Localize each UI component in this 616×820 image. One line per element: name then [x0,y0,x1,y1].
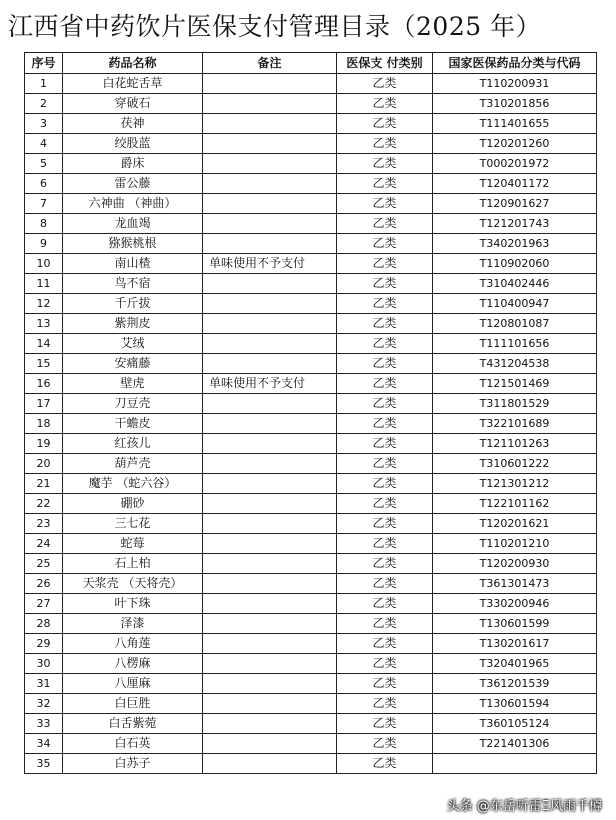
payment-category-cell: 乙类 [337,374,433,394]
payment-category-cell: 乙类 [337,694,433,714]
payment-category-cell: 乙类 [337,174,433,194]
drug-name-cell: 天浆壳 （天将壳） [63,574,203,594]
table-row [25,754,597,774]
drug-code-cell [433,754,597,774]
table-row [25,214,597,234]
table-row [25,434,597,454]
payment-category-cell: 乙类 [337,314,433,334]
payment-category-cell: 乙类 [337,454,433,474]
drug-code-cell: T322101689 [433,414,597,434]
drug-name-cell: 六神曲 （神曲） [63,194,203,214]
remark-cell [203,454,337,474]
drug-code-cell: T361201539 [433,674,597,694]
row-number-cell: 33 [25,714,63,734]
drug-name-cell: 葫芦壳 [63,454,203,474]
page-title: 江西省中药饮片医保支付管理目录（2025 年） [8,12,542,41]
drug-name-cell: 茯神 [63,114,203,134]
drug-name-cell: 石上柏 [63,554,203,574]
drug-code-cell: T111401655 [433,114,597,134]
payment-category-cell: 乙类 [337,194,433,214]
table-body [25,74,597,774]
drug-code-cell: T221401306 [433,734,597,754]
payment-category-cell: 乙类 [337,674,433,694]
remark-cell [203,574,337,594]
table-row [25,374,597,394]
drug-code-cell: T330200946 [433,594,597,614]
remark-cell [203,654,337,674]
payment-category-cell: 乙类 [337,654,433,674]
row-number-cell: 21 [25,474,63,494]
drug-name-cell: 南山楂 [63,254,203,274]
drug-name-cell: 泽漆 [63,614,203,634]
table-row [25,334,597,354]
remark-cell [203,294,337,314]
remark-cell [203,94,337,114]
drug-code-cell: T431204538 [433,354,597,374]
table-row [25,234,597,254]
payment-category-cell: 乙类 [337,594,433,614]
row-number-cell: 3 [25,114,63,134]
row-number-cell: 24 [25,534,63,554]
payment-category-cell: 乙类 [337,274,433,294]
payment-category-cell: 乙类 [337,494,433,514]
drug-code-cell: T111101656 [433,334,597,354]
table-row [25,134,597,154]
payment-category-cell: 乙类 [337,414,433,434]
table-row [25,594,597,614]
row-number-cell: 17 [25,394,63,414]
row-number-cell: 1 [25,74,63,94]
row-number-cell: 32 [25,694,63,714]
row-number-cell: 30 [25,654,63,674]
drug-name-cell: 紫荆皮 [63,314,203,334]
table-row [25,354,597,374]
payment-category-cell: 乙类 [337,234,433,254]
remark-cell [203,554,337,574]
drug-code-cell: T120201260 [433,134,597,154]
payment-category-cell: 乙类 [337,154,433,174]
row-number-cell: 23 [25,514,63,534]
payment-category-cell: 乙类 [337,354,433,374]
row-number-cell: 31 [25,674,63,694]
table-row [25,94,597,114]
payment-category-cell: 乙类 [337,114,433,134]
drug-code-cell: T110200931 [433,74,597,94]
drug-code-cell: T120200930 [433,554,597,574]
payment-category-cell: 乙类 [337,534,433,554]
drug-name-cell: 八楞麻 [63,654,203,674]
drug-code-cell: T120901627 [433,194,597,214]
drug-code-cell: T310201856 [433,94,597,114]
row-number-cell: 2 [25,94,63,114]
remark-cell [203,514,337,534]
row-number-cell: 20 [25,454,63,474]
remark-cell [203,274,337,294]
table-row [25,514,597,534]
payment-category-cell: 乙类 [337,334,433,354]
payment-category-cell: 乙类 [337,74,433,94]
row-number-cell: 13 [25,314,63,334]
drug-code-cell: T310402446 [433,274,597,294]
table-row [25,494,597,514]
remark-cell [203,634,337,654]
drug-code-cell: T121501469 [433,374,597,394]
drug-code-cell: T110902060 [433,254,597,274]
drug-code-cell: T120201621 [433,514,597,534]
drug-name-cell: 白苏子 [63,754,203,774]
drug-code-cell: T122101162 [433,494,597,514]
remark-cell [203,134,337,154]
row-number-cell: 25 [25,554,63,574]
drug-code-cell: T110400947 [433,294,597,314]
drug-code-cell: T130601594 [433,694,597,714]
drug-name-cell: 白巨胜 [63,694,203,714]
drug-code-cell: T120801087 [433,314,597,334]
table-row [25,534,597,554]
row-number-cell: 6 [25,174,63,194]
header-no: 序号 [25,53,63,74]
payment-category-cell: 乙类 [337,214,433,234]
row-number-cell: 28 [25,614,63,634]
table-row [25,574,597,594]
drug-code-cell: T130601599 [433,614,597,634]
row-number-cell: 9 [25,234,63,254]
drug-name-cell: 龙血竭 [63,214,203,234]
row-number-cell: 18 [25,414,63,434]
payment-category-cell: 乙类 [337,474,433,494]
drug-code-cell: T000201972 [433,154,597,174]
row-number-cell: 19 [25,434,63,454]
drug-name-cell: 安痛藤 [63,354,203,374]
drug-name-cell: 干蟾皮 [63,414,203,434]
payment-category-cell: 乙类 [337,574,433,594]
drug-code-cell: T121301212 [433,474,597,494]
remark-cell [203,74,337,94]
remark-cell [203,194,337,214]
remark-cell [203,674,337,694]
table-row [25,254,597,274]
remark-cell [203,714,337,734]
watermark: 头条 @东岳听雷Ξ风雨千樽 [446,799,602,814]
remark-cell [203,594,337,614]
payment-category-cell: 乙类 [337,294,433,314]
drug-code-cell: T110201210 [433,534,597,554]
row-number-cell: 26 [25,574,63,594]
table-row [25,394,597,414]
drug-name-cell: 千斤拔 [63,294,203,314]
table-row [25,414,597,434]
drug-name-cell: 绞股蓝 [63,134,203,154]
drug-name-cell: 魔芋 （蛇六谷） [63,474,203,494]
remark-cell [203,154,337,174]
table-row [25,314,597,334]
remark-cell [203,614,337,634]
drug-name-cell: 三七花 [63,514,203,534]
table-row [25,634,597,654]
header-name: 药品名称 [63,53,203,74]
drug-code-cell: T360105124 [433,714,597,734]
remark-cell [203,174,337,194]
remark-cell [203,694,337,714]
row-number-cell: 10 [25,254,63,274]
drug-name-cell: 艾绒 [63,334,203,354]
row-number-cell: 8 [25,214,63,234]
drug-name-cell: 雷公藤 [63,174,203,194]
remark-cell [203,734,337,754]
row-number-cell: 34 [25,734,63,754]
payment-category-cell: 乙类 [337,94,433,114]
remark-cell [203,334,337,354]
remark-cell [203,394,337,414]
drug-name-cell: 白花蛇舌草 [63,74,203,94]
drug-name-cell: 白舌紫菀 [63,714,203,734]
header-category: 医保支 付类别 [337,53,433,74]
payment-category-cell: 乙类 [337,634,433,654]
table-row [25,554,597,574]
table-row [25,274,597,294]
header-note: 备注 [203,53,337,74]
table-row [25,294,597,314]
drug-name-cell: 刀豆壳 [63,394,203,414]
row-number-cell: 12 [25,294,63,314]
remark-cell [203,754,337,774]
catalog-table [24,52,597,774]
header-code: 国家医保药品分类与代码 [433,53,597,74]
table-row [25,654,597,674]
drug-name-cell: 壁虎 [63,374,203,394]
table-row [25,154,597,174]
remark-cell [203,474,337,494]
remark-cell [203,434,337,454]
payment-category-cell: 乙类 [337,394,433,414]
drug-code-cell: T311801529 [433,394,597,414]
payment-category-cell: 乙类 [337,134,433,154]
table-header-row [25,53,597,74]
row-number-cell: 11 [25,274,63,294]
drug-name-cell: 爵床 [63,154,203,174]
remark-cell [203,414,337,434]
remark-cell [203,234,337,254]
table-row [25,474,597,494]
drug-name-cell: 八厘麻 [63,674,203,694]
remark-cell [203,314,337,334]
payment-category-cell: 乙类 [337,754,433,774]
remark-cell [203,534,337,554]
drug-name-cell: 八角莲 [63,634,203,654]
row-number-cell: 4 [25,134,63,154]
row-number-cell: 15 [25,354,63,374]
drug-code-cell: T130201617 [433,634,597,654]
drug-name-cell: 猕猴桃根 [63,234,203,254]
drug-name-cell: 硼砂 [63,494,203,514]
table-row [25,74,597,94]
table-row [25,734,597,754]
drug-name-cell: 穿破石 [63,94,203,114]
drug-code-cell: T340201963 [433,234,597,254]
row-number-cell: 7 [25,194,63,214]
row-number-cell: 14 [25,334,63,354]
table-row [25,614,597,634]
drug-code-cell: T121201743 [433,214,597,234]
drug-name-cell: 红孩儿 [63,434,203,454]
row-number-cell: 22 [25,494,63,514]
remark-cell: 单味使用不予支付 [203,374,337,394]
drug-name-cell: 鸟不宿 [63,274,203,294]
table-row [25,114,597,134]
table-row [25,194,597,214]
drug-code-cell: T320401965 [433,654,597,674]
payment-category-cell: 乙类 [337,614,433,634]
remark-cell [203,114,337,134]
drug-name-cell: 叶下珠 [63,594,203,614]
row-number-cell: 35 [25,754,63,774]
payment-category-cell: 乙类 [337,434,433,454]
drug-code-cell: T310601222 [433,454,597,474]
table-row [25,694,597,714]
drug-name-cell: 蛇莓 [63,534,203,554]
drug-code-cell: T120401172 [433,174,597,194]
row-number-cell: 27 [25,594,63,614]
payment-category-cell: 乙类 [337,554,433,574]
drug-code-cell: T361301473 [433,574,597,594]
remark-cell [203,214,337,234]
remark-cell [203,494,337,514]
payment-category-cell: 乙类 [337,514,433,534]
payment-category-cell: 乙类 [337,734,433,754]
payment-category-cell: 乙类 [337,714,433,734]
table-row [25,674,597,694]
remark-cell [203,354,337,374]
row-number-cell: 5 [25,154,63,174]
table-row [25,174,597,194]
table-row [25,454,597,474]
table-row [25,714,597,734]
row-number-cell: 29 [25,634,63,654]
payment-category-cell: 乙类 [337,254,433,274]
row-number-cell: 16 [25,374,63,394]
drug-code-cell: T121101263 [433,434,597,454]
drug-name-cell: 白石英 [63,734,203,754]
remark-cell: 单味使用不予支付 [203,254,337,274]
